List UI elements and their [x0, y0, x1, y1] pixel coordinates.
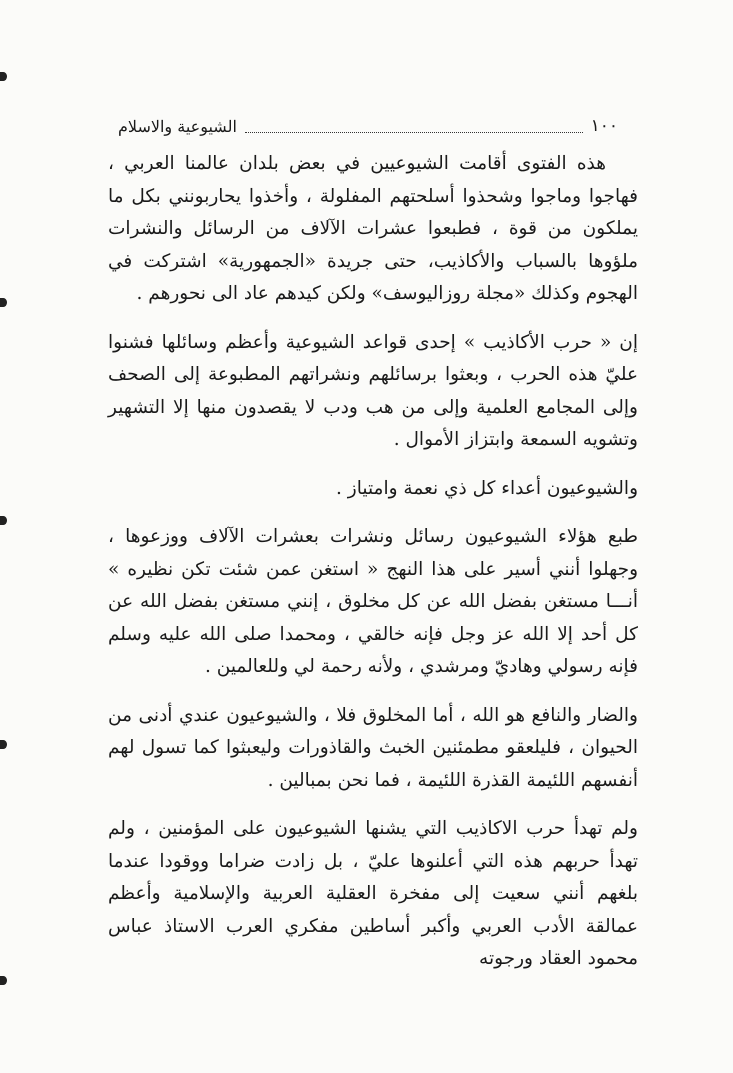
margin-mark	[0, 298, 7, 307]
margin-mark	[0, 516, 7, 525]
margin-mark	[0, 976, 7, 985]
paragraph-5: والضار والنافع هو الله ، أما المخلوق فلا ، والشيوعيون عندي أدنى من الحيوان ، فليلعقو مطمئنين الخبث والقاذورات وليعبثوا كما تسول لهم أنفسهم اللئيمة القذرة اللئيمة ، فما نحن بمبالين .	[108, 704, 638, 791]
margin-mark	[0, 72, 7, 81]
header-dotted-leader	[245, 120, 583, 133]
margin-mark	[0, 740, 7, 749]
page-body	[108, 148, 638, 976]
paragraph-3: والشيوعيون أعداء كل ذي نعمة وامتياز .	[336, 477, 638, 499]
paragraph-2: إن « حرب الأكاذيب » إحدى قواعد الشيوعية وأعظم وسائلها فشنوا عليّ هذه الحرب ، وبعثوا برسائلهم ونشراتهم المطبوعة إلى الصحف وإلى المجامع العلمية وإلى من هب ودب لا يقصدون منها إلا التشهير وتشويه السمعة وابتزاز الأموال .	[108, 331, 638, 450]
running-header	[118, 112, 618, 140]
paragraph-6: ولم تهدأ حرب الاكاذيب التي يشنها الشيوعيون على المؤمنين ، ولم تهدأ حربهم هذه التي أعلنوها عليّ ، بل زادت ضراما ووقودا عندما بلغهم أنني سعيت إلى مفخرة العقلية العربية والإسلامية وأعظم عمالقة الأدب العربي وأكبر أساطين مفكري العرب الاستاذ عباس محمود العقاد ورجوته	[108, 818, 638, 969]
page-number: ١٠٠	[590, 116, 618, 136]
paragraph-4: طبع هؤلاء الشيوعيون رسائل ونشرات بعشرات الآلاف ووزعوها ، وجهلوا أنني أسير على هذا النهج « استغن عمن شئت تكن نظيره » أنـــا مستغن بفضل الله عن كل مخلوق ، إنني مستغن بفضل الله عن كل أحد إلا الله عز وجل فإنه خالقي ، ومحمدا صلى الله عليه وسلم فإنه رسولي وهاديّ ومرشدي ، ولأنه رحمة لي وللعالمين .	[108, 526, 638, 677]
running-title: الشيوعية والاسلام	[118, 116, 237, 136]
paragraph-1: هذه الفتوى أقامت الشيوعيين في بعض بلدان عالمنا العربي ، فهاجوا وماجوا وشحذوا أسلحتهم المفلولة ، وأخذوا يحاربونني بكل ما يملكون من قوة ، فطبعوا عشرات الآلاف من الرسائل والنشرات ملؤوها بالسباب والأكاذيب، حتى جريدة «الجمهورية» اشتركت في الهجوم وكذلك «مجلة روزاليوسف» ولكن كيدهم عاد الى نحورهم .	[108, 153, 638, 304]
